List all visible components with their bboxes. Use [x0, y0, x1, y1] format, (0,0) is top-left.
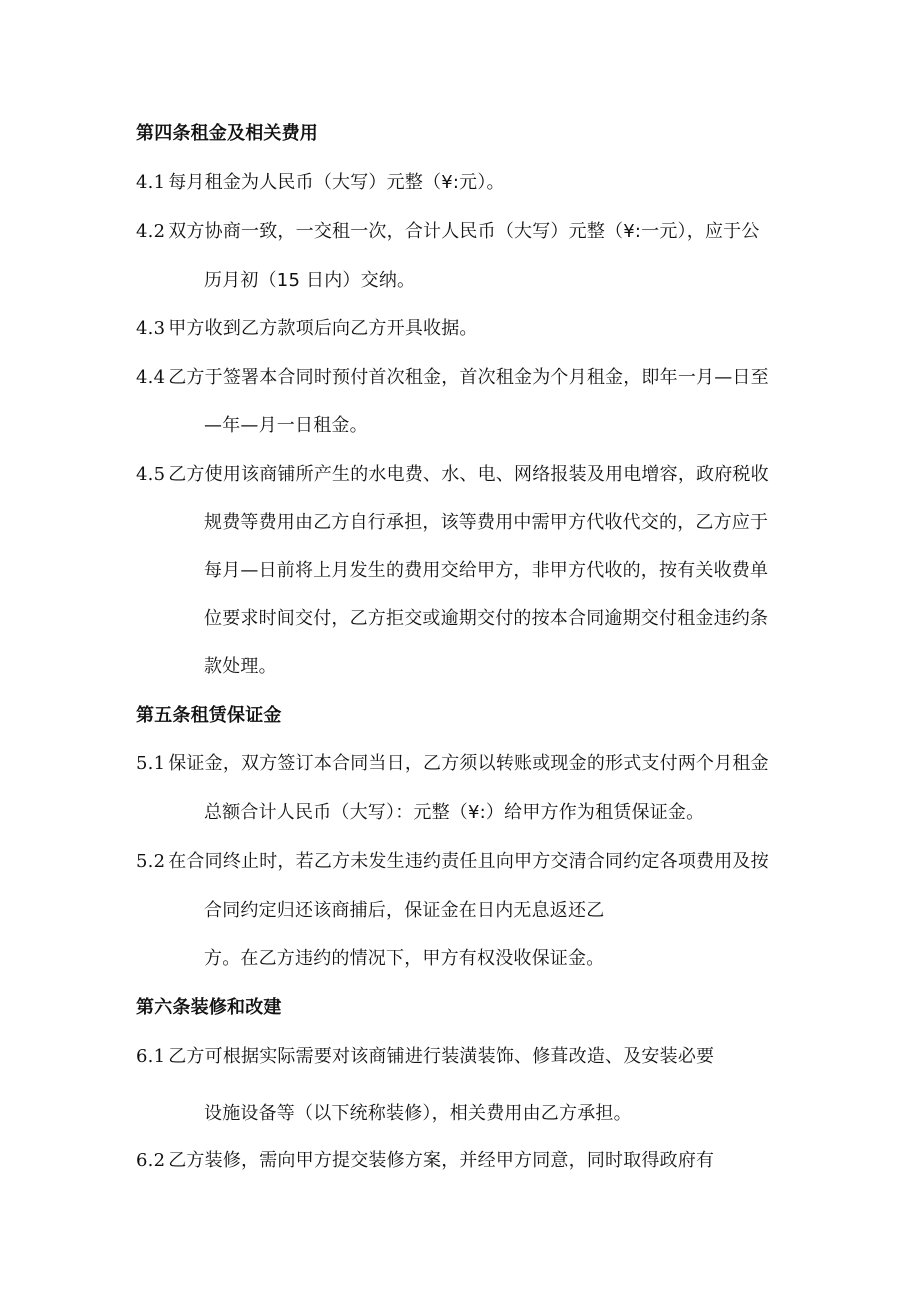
clause-4-2-continuation: 历月初（15 日内）交纳。 [204, 270, 416, 291]
clause-4-1 [136, 171, 505, 195]
section-4-title: 第四条租金及相关费用 [136, 123, 318, 144]
clause-text: 在合同终止时，若乙方未发生违约责任且向甲方交清合同约定各项费用及按 [168, 851, 769, 872]
clause-5-1 [136, 752, 769, 776]
clause-number: 5.2 [136, 851, 166, 872]
clause-text: 乙方可根据实际需要对该商铺进行装潢装饰、修葺改造、及安装必要 [168, 1046, 715, 1067]
clause-6-1-continuation: 设施设备等（以下统称装修），相关费用由乙方承担。 [204, 1103, 632, 1124]
clause-5-2-continuation-2: 方。在乙方违约的情况下，甲方有权没收保证金。 [204, 948, 605, 969]
clause-4-2 [136, 220, 760, 244]
clause-text: 乙方使用该商铺所产生的水电费、水、电、网络报装及用电增容，政府税收 [168, 464, 769, 485]
clause-text: 甲方收到乙方款项后向乙方开具收据。 [168, 318, 478, 339]
clause-4-5-continuation-3: 位要求时间交付，乙方拒交或逾期交付的按本合同逾期交付租金违约条 [204, 608, 769, 629]
clause-number: 4.4 [136, 367, 166, 388]
clause-5-2 [136, 850, 769, 874]
clause-text: 每月租金为人民币（大写）元整（¥:元）。 [168, 172, 505, 193]
clause-4-5-continuation-4: 款处理。 [204, 656, 277, 677]
clause-text: 保证金，双方签订本合同当日，乙方须以转账或现金的形式支付两个月租金 [168, 753, 769, 774]
clause-number: 6.2 [136, 1150, 166, 1171]
clause-number: 5.1 [136, 753, 166, 774]
clause-number: 4.1 [136, 172, 166, 193]
clause-number: 4.3 [136, 318, 166, 339]
section-6-title: 第六条装修和改建 [136, 997, 282, 1018]
clause-text: 双方协商一致，一交租一次，合计人民币（大写）元整（¥:一元），应于公 [168, 221, 760, 242]
clause-5-1-continuation: 总额合计人民币（大写）：元整（¥:）给甲方作为租赁保证金。 [204, 802, 705, 823]
clause-4-5-continuation-1: 规费等费用由乙方自行承担，该等费用中需甲方代收代交的，乙方应于 [204, 512, 769, 533]
clause-text: 乙方装修，需向甲方提交装修方案，并经甲方同意，同时取得政府有 [168, 1150, 715, 1171]
clause-number: 4.2 [136, 221, 166, 242]
clause-number: 6.1 [136, 1046, 166, 1067]
clause-4-5-continuation-2: 每月—日前将上月发生的费用交给甲方，非甲方代收的，按有关收费单 [204, 560, 769, 581]
clause-6-1 [136, 1045, 714, 1069]
section-5-title: 第五条租赁保证金 [136, 705, 282, 726]
clause-number: 4.5 [136, 464, 166, 485]
clause-4-3 [136, 317, 478, 341]
clause-6-2 [136, 1149, 714, 1173]
clause-4-5 [136, 463, 769, 487]
clause-text: 乙方于签署本合同时预付首次租金，首次租金为个月租金，即年一月—日至 [168, 367, 769, 388]
clause-5-2-continuation-1: 合同约定归还该商捕后，保证金在日内无息返还乙 [204, 900, 605, 921]
clause-4-4-continuation: —年—月一日租金。 [204, 415, 368, 436]
clause-4-4 [136, 366, 769, 390]
